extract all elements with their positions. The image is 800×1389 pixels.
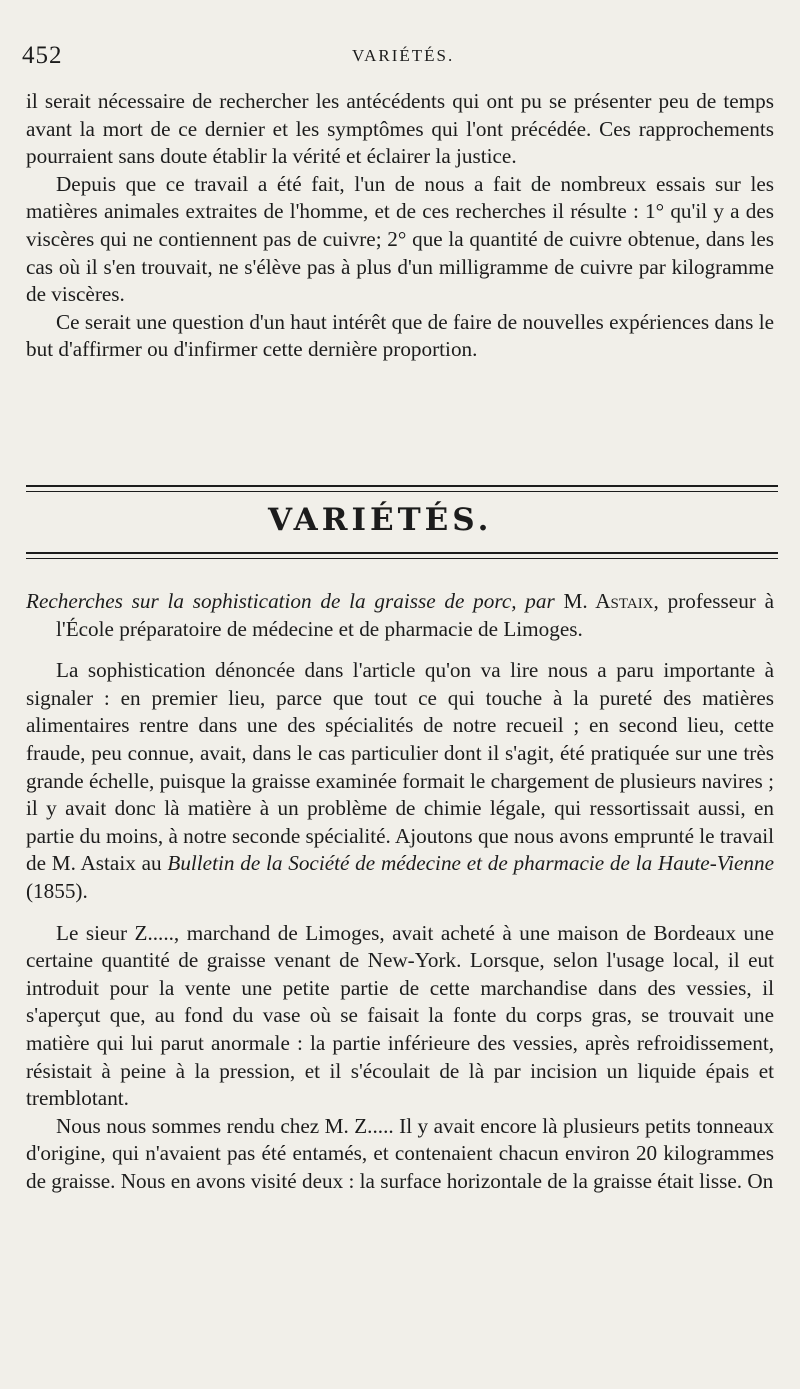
- article-title: Recherches sur la sophistication de la graisse de porc, par: [26, 589, 555, 613]
- page-header: [22, 40, 772, 76]
- article-paragraph-1-text: La sophistication dénoncée dans l'article qu'on va lire nous a paru importante à signaler : en premier lieu, parce que tout ce qui touche à la pureté des matières alimentaires rentre dans une des spécialités de notre recueil ; en second lieu, cette fraude, peu connue, avait, dans le cas particulier dont il s'agit, été pratiquée sur une très grande échelle, puisque la graisse examinée formait le chargement de plusieurs navires ; il y avait donc là matière à un problème de chimie légale, qui ressortissait aussi, en partie du moins, à notre seconde spécialité. Ajoutons que nous avons emprunté le travail de M. Astaix au: [26, 658, 774, 876]
- article-heading: [26, 588, 774, 643]
- article-paragraph-2: Le sieur Z....., marchand de Limoges, avait acheté à une maison de Bordeaux une certaine quantité de graisse venant de New-York. Lorsque, selon l'usage local, il eut introduit pour la vente une petite partie de cette marchandise dans des vessies, il s'aperçut que, au fond du vase où se faisait la fonte du corps gras, se trouvait une matière qui lui parut anormale : la partie inférieure des vessies, après refroidissement, résistait à peine à la pression, et il s'écoulait de là par incision un liquide épais et tremblotant.: [26, 920, 774, 1111]
- intro-text: [26, 88, 774, 364]
- article-author: M. Astaix,: [563, 589, 659, 613]
- intro-paragraph-1: il serait nécessaire de rechercher les antécédents qui ont pu se présenter peu de temps avant la mort de ce dernier et les symptômes qui l'ont précédée. Ces rapprochements pourraient sans doute établir la vérité et éclairer la justice.: [26, 89, 774, 169]
- intro-paragraph-2: Depuis que ce travail a été fait, l'un de nous a fait de nombreux essais sur les matières animales extraites de l'homme, et de ces recherches il résulte : 1° qu'il y a des viscères qui ne contiennent pas de cuivre; 2° que la quantité de cuivre obtenue, dans les cas où il s'en trouvait, ne s'élève pas à plus d'un milligramme de cuivre par kilogramme de viscères.: [26, 171, 774, 307]
- page-number: 452: [22, 42, 63, 69]
- article-source-year: (1855).: [26, 878, 88, 903]
- article: [26, 588, 774, 1195]
- section-rule-bottom: [26, 552, 778, 559]
- article-source: Bulletin de la Société de médecine et de pharmacie de la Haute-Vienne: [167, 851, 775, 876]
- running-title: VARIÉTÉS.: [352, 46, 455, 65]
- section-title: VARIÉTÉS.: [268, 502, 493, 538]
- article-affiliation: professeur à l'École préparatoire de médecine et de pharmacie de Limoges.: [56, 589, 775, 641]
- article-paragraph-1: [26, 657, 774, 905]
- article-paragraph-3: Nous nous sommes rendu chez M. Z..... Il y avait encore là plusieurs petits tonneaux d'origine, qui n'avaient pas été entamés, et contenaient chacun environ 20 kilogrammes de graisse. Nous en avons visité deux : la surface horizontale de la graisse était lisse. On: [26, 1113, 774, 1193]
- intro-paragraph-3: Ce serait une question d'un haut intérêt que de faire de nouvelles expériences dans le but d'affirmer ou d'infirmer cette dernière proportion.: [26, 309, 774, 362]
- spacer: [26, 906, 774, 920]
- spacer: [26, 643, 774, 657]
- section-rule-top: [26, 485, 778, 492]
